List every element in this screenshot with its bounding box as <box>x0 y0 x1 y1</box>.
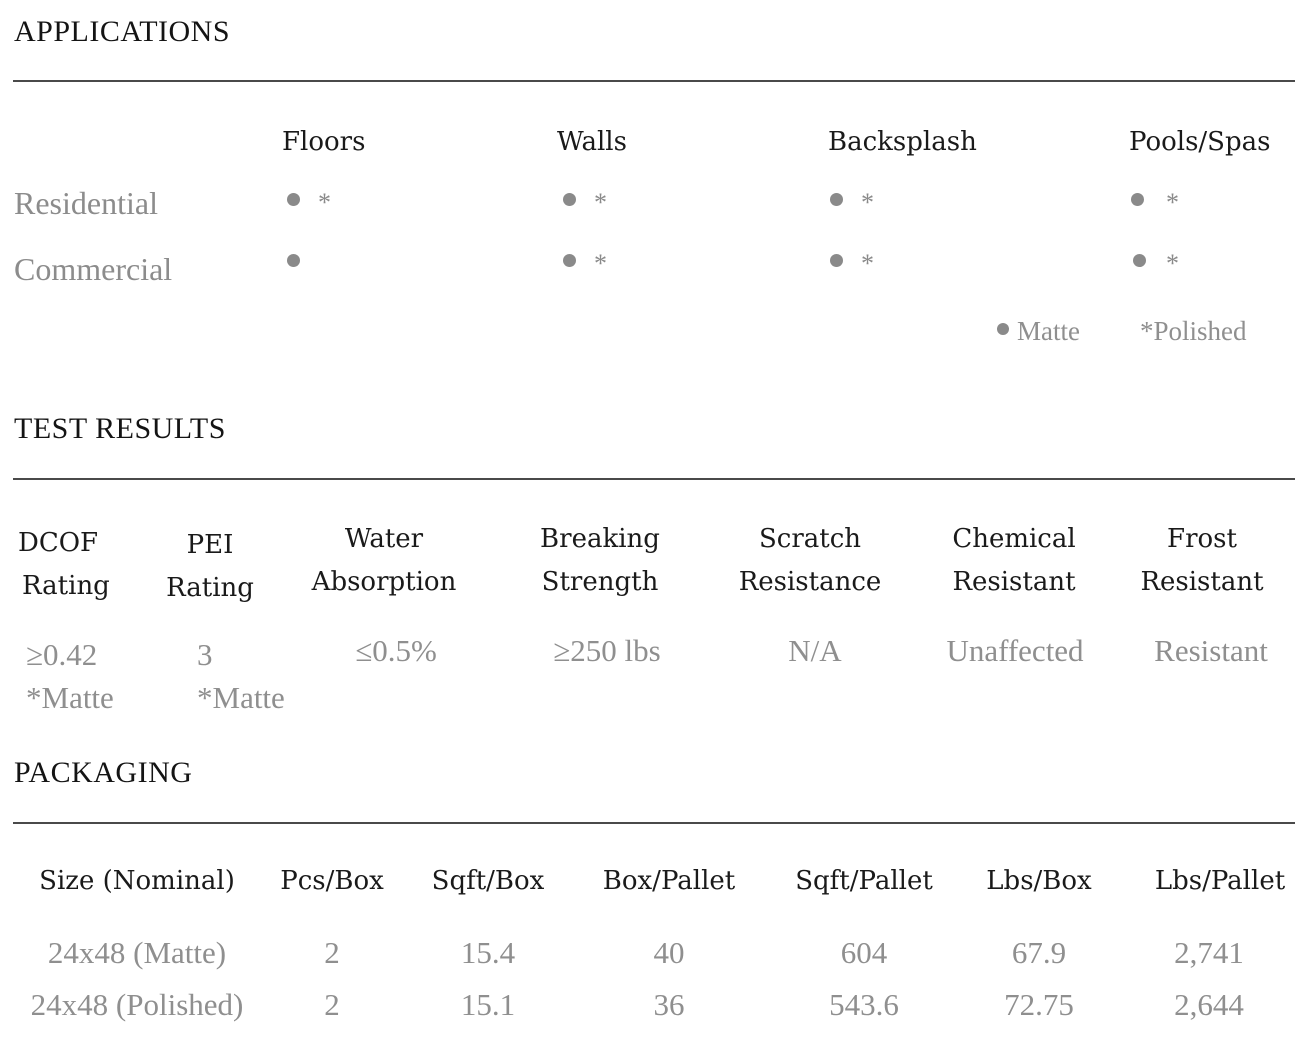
pkg-header-lbs-pallet: Lbs/Pallet <box>1154 866 1286 896</box>
test-header-chemical-resistant <box>944 518 1084 604</box>
test-header-breaking-strength <box>530 518 670 604</box>
test-value-water-absorption: ≤0.5% <box>355 633 437 668</box>
polished-star: * <box>318 188 331 217</box>
packaging-title: PACKAGING <box>14 756 193 789</box>
matte-dot-icon <box>1131 193 1144 206</box>
polished-star: * <box>861 249 874 278</box>
pkg-cell-size: 24x48 (Matte) <box>47 935 227 970</box>
polished-star: * <box>1166 188 1179 217</box>
polished-star: * <box>594 188 607 217</box>
pkg-cell-lbs-box: 67.9 <box>1011 935 1067 970</box>
test-results-title: TEST RESULTS <box>14 412 226 445</box>
value-line: ≥0.42 <box>26 637 98 672</box>
pkg-cell-sqft-box: 15.1 <box>460 987 516 1022</box>
test-value-dcof <box>26 633 114 719</box>
test-value-scratch-resistance: N/A <box>788 633 842 668</box>
app-row-residential: Residential <box>14 185 158 221</box>
app-col-pools-spas: Pools/Spas <box>1129 127 1271 157</box>
test-header-frost-resistant <box>1136 518 1268 604</box>
app-col-floors: Floors <box>282 127 366 157</box>
legend-matte-dot-icon <box>997 323 1009 335</box>
value-line: 3 <box>197 637 213 672</box>
legend-polished: *Polished <box>1140 316 1247 346</box>
value-line: *Matte <box>197 680 285 715</box>
pkg-cell-lbs-pallet: 2,741 <box>1174 935 1244 970</box>
pkg-cell-pcs-box: 2 <box>324 987 340 1022</box>
test-value-pei <box>197 633 285 719</box>
pkg-cell-sqft-box: 15.4 <box>460 935 516 970</box>
header-line: Water <box>344 524 424 554</box>
matte-dot-icon <box>287 193 300 206</box>
header-line: DCOF <box>18 528 99 558</box>
header-line: Frost <box>1167 524 1237 554</box>
matte-dot-icon <box>287 254 300 267</box>
applications-title: APPLICATIONS <box>14 15 231 48</box>
pkg-header-sqft-pallet: Sqft/Pallet <box>795 866 933 896</box>
header-line: Resistant <box>1140 567 1264 597</box>
pkg-cell-size: 24x48 (Polished) <box>30 987 244 1022</box>
pkg-cell-lbs-pallet: 2,644 <box>1174 987 1244 1022</box>
pkg-cell-sqft-pallet: 604 <box>840 935 888 970</box>
pkg-cell-pcs-box: 2 <box>324 935 340 970</box>
header-line: Strength <box>541 567 659 597</box>
legend-matte: Matte <box>1017 316 1080 346</box>
matte-dot-icon <box>1133 254 1146 267</box>
pkg-header-sqft-box: Sqft/Box <box>431 866 545 896</box>
app-col-walls: Walls <box>557 127 627 157</box>
matte-dot-icon <box>563 254 576 267</box>
test-header-pei <box>166 524 254 610</box>
pkg-cell-box-pallet: 36 <box>653 987 685 1022</box>
polished-star: * <box>1166 249 1179 278</box>
header-line: Chemical <box>952 524 1076 554</box>
test-header-water-absorption <box>304 518 464 604</box>
test-header-dcof <box>18 522 110 608</box>
header-line: Resistance <box>738 567 882 597</box>
app-row-commercial: Commercial <box>14 251 173 287</box>
header-line: Scratch <box>758 524 862 554</box>
header-line: Rating <box>22 571 110 601</box>
pkg-cell-sqft-pallet: 543.6 <box>829 987 899 1022</box>
test-header-scratch-resistance <box>735 518 885 604</box>
app-col-backsplash: Backsplash <box>828 127 977 157</box>
polished-star: * <box>861 188 874 217</box>
matte-dot-icon <box>830 254 843 267</box>
header-line: Absorption <box>311 567 457 597</box>
header-line: Breaking <box>540 524 660 554</box>
test-value-chemical-resistant: Unaffected <box>946 633 1084 668</box>
pkg-header-lbs-box: Lbs/Box <box>986 866 1092 896</box>
pkg-header-size: Size (Nominal) <box>39 866 235 896</box>
packaging-divider <box>13 822 1295 824</box>
value-line: *Matte <box>26 680 114 715</box>
header-line: Resistant <box>952 567 1076 597</box>
applications-divider <box>13 80 1295 82</box>
test-results-divider <box>13 478 1295 480</box>
header-line: PEI <box>186 530 234 560</box>
test-value-breaking-strength: ≥250 lbs <box>553 633 661 668</box>
header-line: Rating <box>166 573 254 603</box>
pkg-header-box-pallet: Box/Pallet <box>602 866 736 896</box>
pkg-cell-box-pallet: 40 <box>653 935 685 970</box>
polished-star: * <box>594 249 607 278</box>
matte-dot-icon <box>563 193 576 206</box>
pkg-cell-lbs-box: 72.75 <box>1004 987 1074 1022</box>
matte-dot-icon <box>830 193 843 206</box>
pkg-header-pcs-box: Pcs/Box <box>280 866 384 896</box>
test-value-frost-resistant: Resistant <box>1154 633 1268 668</box>
